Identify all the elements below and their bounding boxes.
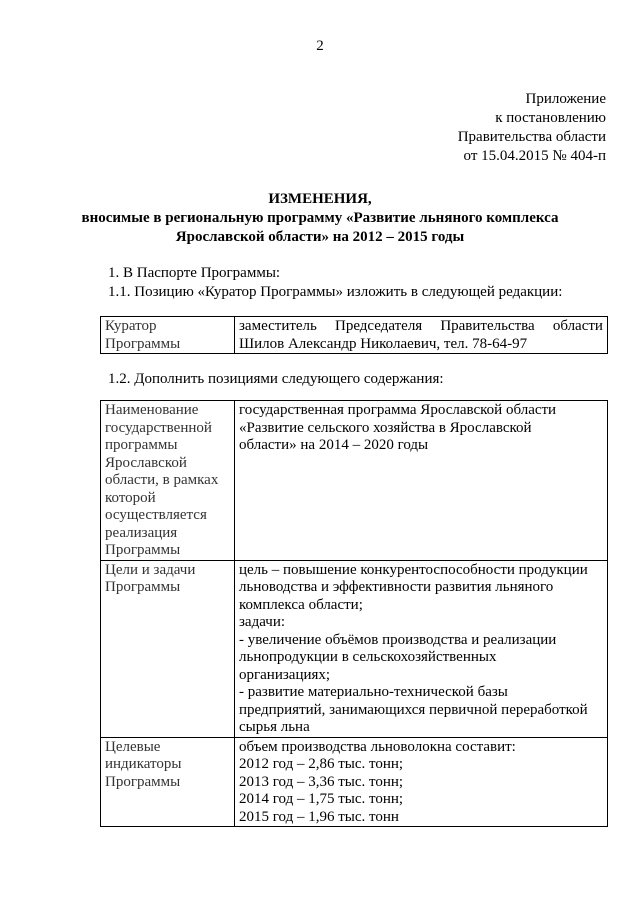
value-line: предприятий, занимающихся первичной переработкой <box>239 701 588 718</box>
label-line: Целевые <box>105 738 161 755</box>
curator-table <box>100 316 608 354</box>
table-row <box>101 560 608 737</box>
value-word: Правительства <box>440 318 535 334</box>
value-line: Шилов Александр Николаевич, тел. 78-64-97 <box>239 335 528 352</box>
section-1-1: 1.1. Позицию «Куратор Программы» изложить в следующей редакции: <box>108 284 563 300</box>
document-title <box>40 190 600 247</box>
value-line: государственная программа Ярославской области <box>239 402 557 418</box>
positions-table <box>100 400 608 827</box>
label-line: Цели и задачи <box>105 561 196 578</box>
section-1-2: 1.2. Дополнить позициями следующего содержания: <box>108 371 444 387</box>
value-line: 2014 год – 1,75 тыс. тонн; <box>239 791 404 807</box>
label-line: Наименование <box>105 402 199 418</box>
label-line: которой <box>105 489 156 506</box>
label-line: Программы <box>105 335 181 352</box>
table-row <box>101 317 608 354</box>
value-line: объем производства льноволокна составит: <box>239 738 516 755</box>
value-line: задачи: <box>239 614 286 630</box>
value-line: 2013 год – 3,36 тыс. тонн; <box>239 773 404 790</box>
label-line: Программы <box>105 542 181 558</box>
label-line: реализация <box>105 524 178 541</box>
value-line: льноводства и эффективности развития льняного <box>239 579 554 595</box>
table-label-cell <box>101 317 235 354</box>
value-line: - развитие материально-технической базы <box>239 684 508 700</box>
value-line: комплекса области; <box>239 596 363 613</box>
label-line: Программы <box>105 579 181 595</box>
section-1: 1. В Паспорте Программы: <box>108 265 281 281</box>
value-word: области <box>552 318 603 334</box>
page-number: 2 <box>316 38 324 54</box>
appendix-line: к постановлению <box>495 110 606 126</box>
appendix-header <box>306 90 606 166</box>
table-label-cell <box>101 401 235 561</box>
table-value-cell <box>235 401 608 561</box>
value-line: льнопродукции в сельскохозяйственных <box>239 649 497 665</box>
value-line: сырья льна <box>239 719 310 735</box>
title-line: Ярославской области» на 2012 – 2015 годы <box>175 229 465 245</box>
appendix-line: от 15.04.2015 № 404-п <box>463 148 606 164</box>
appendix-line: Правительства области <box>457 129 606 145</box>
value-word: Председателя <box>334 318 423 334</box>
label-line: осуществляется <box>105 507 207 523</box>
table-label-cell <box>101 737 235 827</box>
table-label-cell <box>101 560 235 737</box>
value-line: 2012 год – 2,86 тыс. тонн; <box>239 756 404 772</box>
label-line: области, в рамках <box>105 472 219 488</box>
label-line: индикаторы <box>105 756 182 772</box>
value-line-justified <box>239 318 603 336</box>
value-line: области» на 2014 – 2020 годы <box>239 437 429 453</box>
label-line: Ярославской <box>105 454 187 471</box>
value-line: организациях; <box>239 666 331 683</box>
table-value-cell <box>235 737 608 827</box>
title-line: вносимые в региональную программу «Развитие льняного комплекса <box>81 210 559 226</box>
value-word: заместитель <box>239 318 317 334</box>
value-line: «Развитие сельского хозяйства в Ярославской <box>239 419 532 436</box>
appendix-line: Приложение <box>525 91 606 107</box>
label-line: государственной <box>105 419 212 436</box>
title-heading: ИЗМЕНЕНИЯ, <box>268 191 372 207</box>
table-row <box>101 401 608 561</box>
table-row <box>101 737 608 827</box>
label-line: Программы <box>105 773 181 790</box>
table-value-cell <box>235 560 608 737</box>
value-line: 2015 год – 1,96 тыс. тонн <box>239 808 399 825</box>
table-value-cell <box>235 317 608 354</box>
value-line: - увеличение объёмов производства и реализации <box>239 631 557 648</box>
label-line: программы <box>105 437 178 453</box>
label-line: Куратор <box>105 318 157 334</box>
value-line: цель – повышение конкурентоспособности продукции <box>239 561 588 578</box>
